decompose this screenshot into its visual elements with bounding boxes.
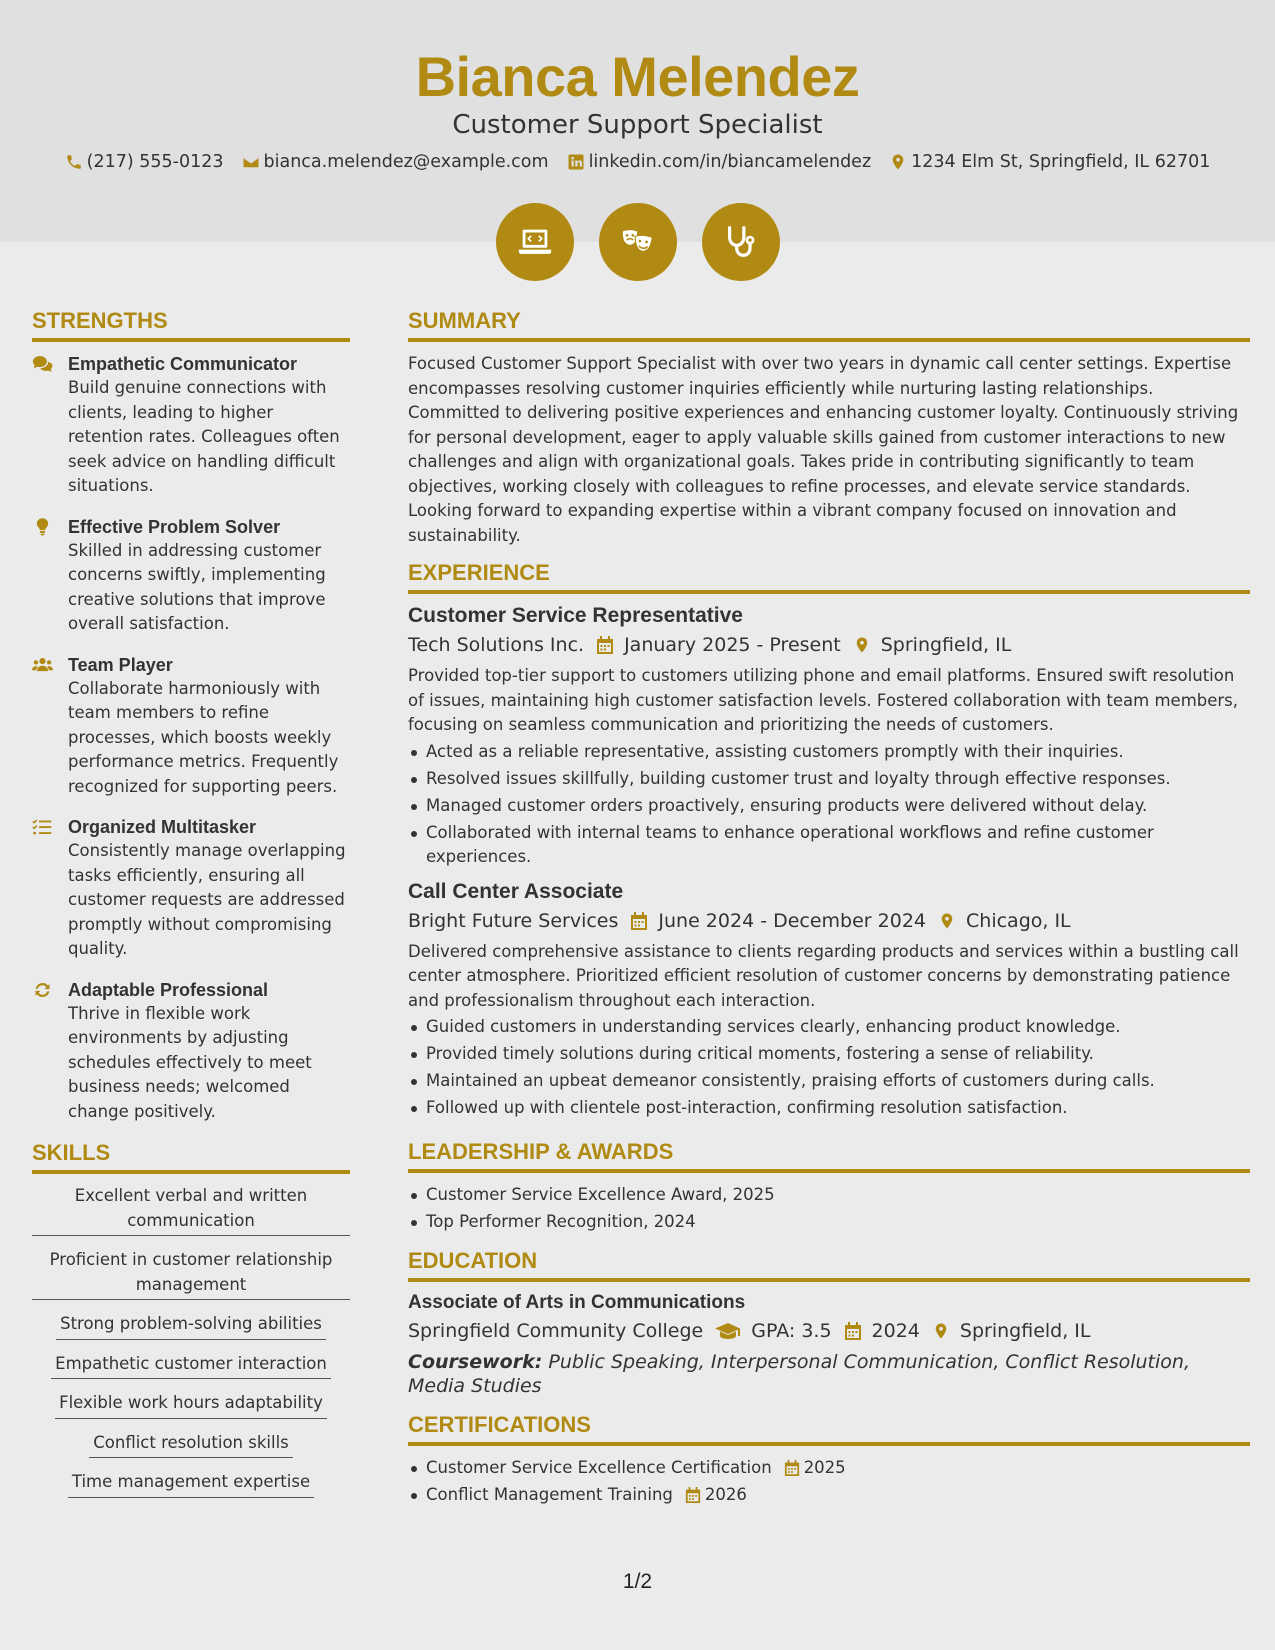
laptop-code-icon — [516, 223, 554, 261]
company-name: Bright Future Services — [408, 909, 619, 932]
certifications-heading: CERTIFICATIONS — [408, 1412, 1250, 1446]
strength-desc: Consistently manage overlapping tasks efficiently, ensuring all customer requests are addressed promptly without compromising quality. — [68, 841, 346, 958]
contact-phone — [65, 152, 224, 172]
left-column — [32, 308, 350, 1510]
school-name: Springfield Community College — [408, 1320, 704, 1342]
address-text: 1234 Elm St, Springfield, IL 62701 — [911, 152, 1211, 172]
certification-year: 2026 — [704, 1485, 747, 1504]
list-item — [408, 1483, 1250, 1508]
strength-item — [32, 653, 350, 800]
linkedin-text[interactable]: linkedin.com/in/biancamelendez — [588, 152, 872, 172]
certification-year: 2025 — [803, 1458, 846, 1477]
summary-text: Focused Customer Support Specialist with over two years in dynamic call center settings. Expertise encompasses resolving customer inquiries efficiently while nurturing lasting relationships. Committed to delivering positive experiences and enhancing customer loyalty. Continuously striving for personal development, eager to apply valuable skills gained from customer interactions to new challenges and align with organizational goals. Takes pride in contributing significantly to team objectives, working closely with colleagues to refine processes, and elevate service standards. Looking forward to expanding expertise within a vibrant company focused on innovation and sustainability. — [408, 354, 1239, 545]
badge-laptop-code — [496, 203, 574, 281]
awards-list — [408, 1183, 1250, 1235]
list-item: Top Performer Recognition, 2024 — [408, 1210, 1250, 1235]
strength-desc: Skilled in addressing customer concerns swiftly, implementing creative solutions that improve overall satisfaction. — [68, 540, 326, 633]
skill-label: Conflict resolution skills — [89, 1431, 293, 1459]
list-item: Collaborated with internal teams to enhance operational workflows and refine customer experiences. — [408, 821, 1250, 870]
badge-theater-masks — [599, 203, 677, 281]
comments-icon — [32, 355, 53, 373]
map-marker-icon — [889, 153, 907, 171]
strength-desc: Build genuine connections with clients, leading to higher retention rates. Colleagues often seek advice on handling difficult situations. — [68, 378, 340, 495]
job-description: Delivered comprehensive assistance to clients regarding products and services within a bustling call center atmosphere. Prioritized efficient resolution of customer concerns by demonstrating patience and professionalism throughout each interaction. — [408, 941, 1239, 1010]
strength-title: Organized Multitasker — [68, 817, 257, 837]
degree-title: Associate of Arts in Communications — [408, 1292, 746, 1313]
company-name: Tech Solutions Inc. — [408, 634, 585, 656]
skills-heading: SKILLS — [32, 1140, 350, 1174]
tasks-icon — [32, 818, 53, 836]
linkedin-icon — [567, 153, 585, 171]
interest-badges — [0, 203, 1275, 281]
graduation-year: 2024 — [871, 1320, 920, 1342]
coursework-label: Coursework: — [408, 1351, 543, 1373]
calendar-icon — [784, 1459, 800, 1477]
badge-stethoscope — [702, 203, 780, 281]
strength-desc: Collaborate harmoniously with team members to refine processes, which boosts weekly performance metrics. Frequently recognized for supporting peers. — [68, 678, 339, 796]
map-marker-icon — [932, 1321, 950, 1341]
job-role: Customer Support Specialist — [452, 110, 823, 140]
strength-title: Adaptable Professional — [68, 979, 269, 1000]
job-dates: January 2025 - Present — [624, 634, 841, 656]
skill-item — [32, 1352, 350, 1380]
summary-heading: SUMMARY — [408, 308, 1250, 342]
certification-name: Conflict Management Training — [426, 1485, 673, 1504]
graduation-cap-icon — [715, 1321, 741, 1341]
strengths-heading: STRENGTHS — [32, 308, 350, 342]
list-item: Followed up with clientele post-interaction, confirming resolution satisfaction. — [408, 1096, 1250, 1121]
strength-item — [32, 978, 350, 1125]
users-icon — [32, 656, 53, 674]
right-column — [408, 308, 1250, 1518]
job-location: Springfield, IL — [880, 634, 1012, 656]
job-location: Chicago, IL — [966, 909, 1071, 932]
job-entry — [408, 604, 1250, 870]
list-item: Resolved issues skillfully, building customer trust and loyalty through effective responses. — [408, 767, 1250, 792]
coursework — [408, 1350, 1250, 1398]
contact-bar — [0, 152, 1275, 172]
job-bullets — [408, 740, 1250, 870]
job-bullets — [408, 1015, 1250, 1121]
list-item: Maintained an upbeat demeanor consistently, praising efforts of customers during calls. — [408, 1069, 1250, 1094]
strength-item — [32, 515, 350, 637]
list-item: Managed customer orders proactively, ensuring products were delivered without delay. — [408, 794, 1250, 819]
skill-label: Flexible work hours adaptability — [55, 1391, 327, 1419]
list-item: Acted as a reliable representative, assisting customers promptly with their inquiries. — [408, 740, 1250, 765]
certification-name: Customer Service Excellence Certification — [426, 1458, 772, 1477]
skill-item — [32, 1470, 350, 1498]
page-number: 1/2 — [622, 1570, 653, 1593]
job-entry — [408, 880, 1250, 1121]
stethoscope-icon — [722, 223, 760, 261]
skill-item — [32, 1391, 350, 1419]
phone-icon — [65, 153, 83, 171]
map-marker-icon — [938, 911, 956, 931]
calendar-icon — [596, 635, 614, 655]
contact-email[interactable] — [242, 152, 549, 172]
calendar-icon — [685, 1486, 701, 1504]
strength-item — [32, 352, 350, 499]
school-location: Springfield, IL — [959, 1320, 1091, 1342]
skill-item — [32, 1431, 350, 1459]
job-description: Provided top-tier support to customers utilizing phone and email platforms. Ensured swift resolution of issues, maintaining high customer satisfaction levels. Fostered collaboration with team members, focusing on seamless communication and prioritizing the needs of customers. — [408, 666, 1239, 734]
awards-heading: LEADERSHIP & AWARDS — [408, 1139, 1250, 1173]
skill-label: Proficient in customer relationship management — [32, 1248, 350, 1300]
theater-masks-icon — [619, 223, 657, 261]
skill-item — [32, 1312, 350, 1340]
strength-item — [32, 815, 350, 962]
certifications-list — [408, 1456, 1250, 1508]
email-text[interactable]: bianca.melendez@example.com — [263, 152, 549, 172]
coursework-list: Public Speaking, Interpersonal Communication, Conflict Resolution, Media Studies — [408, 1351, 1190, 1397]
job-meta — [408, 910, 1250, 932]
contact-linkedin[interactable] — [567, 152, 872, 172]
strength-title: Team Player — [68, 654, 173, 675]
strength-desc: Thrive in flexible work environments by adjusting schedules effectively to meet business needs; welcomed change positively. — [68, 1003, 312, 1121]
skill-label: Strong problem-solving abilities — [56, 1312, 326, 1340]
education-heading: EDUCATION — [408, 1248, 1250, 1282]
job-title: Call Center Associate — [408, 879, 624, 903]
strength-title: Empathetic Communicator — [68, 354, 298, 374]
skill-label: Excellent verbal and written communication — [32, 1184, 350, 1236]
education-meta — [408, 1320, 1250, 1342]
phone-text: (217) 555-0123 — [86, 152, 224, 172]
calendar-icon — [630, 911, 648, 931]
experience-heading: EXPERIENCE — [408, 560, 1250, 594]
skill-label: Time management expertise — [68, 1470, 314, 1498]
list-item: Customer Service Excellence Award, 2025 — [408, 1183, 1250, 1208]
job-dates: June 2024 - December 2024 — [658, 909, 927, 932]
job-meta — [408, 634, 1250, 656]
sync-icon — [32, 981, 53, 999]
envelope-icon — [242, 153, 260, 171]
calendar-icon — [844, 1321, 862, 1341]
list-item: Provided timely solutions during critical moments, fostering a sense of reliability. — [408, 1042, 1250, 1067]
map-marker-icon — [853, 635, 871, 655]
lightbulb-icon — [32, 518, 53, 536]
skill-item — [32, 1248, 350, 1300]
gpa: GPA: 3.5 — [751, 1320, 832, 1342]
skill-item — [32, 1184, 350, 1236]
strength-title: Effective Problem Solver — [68, 516, 281, 537]
job-title: Customer Service Representative — [408, 604, 743, 627]
list-item — [408, 1456, 1250, 1481]
skill-label: Empathetic customer interaction — [51, 1352, 331, 1380]
list-item: Guided customers in understanding services clearly, enhancing product knowledge. — [408, 1015, 1250, 1040]
candidate-name: Bianca Melendez — [415, 45, 860, 108]
contact-address — [889, 152, 1210, 172]
